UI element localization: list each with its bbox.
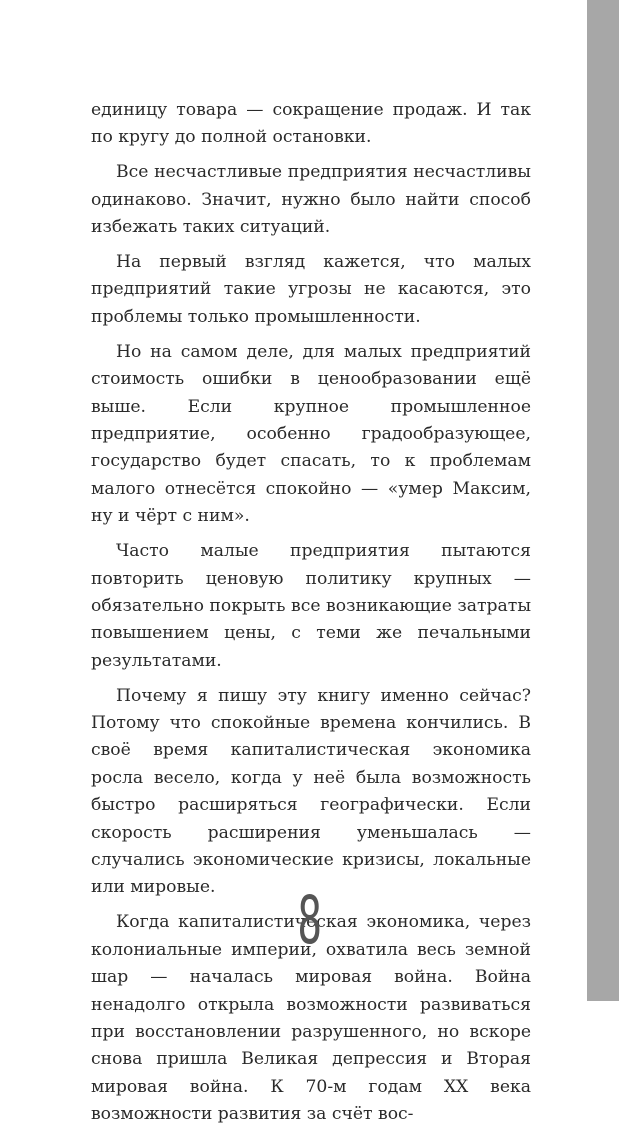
paragraph-2: Все несчастливые предприятия несчастливы одинаково. Значит, нужно было найти способ избежать таких ситуаций. [91, 162, 531, 238]
body-text [91, 97, 531, 1136]
page-edge-strip [587, 0, 619, 1001]
paragraph-4: Но на самом деле, для малых предприятий стоимость ошибки в ценообразовании ещё выше. Если крупное промышленное предприятие, особенно градообразующее, государство будет спасать, то к проблемам малого отнесётся спокойно — «умер Максим, ну и чёрт с ним». [91, 341, 531, 527]
paragraph-3: На первый взгляд кажется, что малых предприятий такие угрозы не касаются, это проблемы только промышленности. [91, 252, 531, 327]
page-number: 8 [297, 882, 323, 959]
paragraph-6: Почему я пишу эту книгу именно сейчас? Потому что спокойные времена кончились. В своё время капиталистическая экономика росла весело, когда у неё была возможность быстро расширяться географически. Если скорость расширения уменьшалась — случались экономические кризисы, локальные или мировые. [91, 685, 531, 898]
paragraph-1: единицу товара — сокращение продаж. И так по кругу до полной остановки. [91, 100, 531, 148]
paragraph-5: Часто малые предприятия пытаются повторить ценовую политику крупных — обязательно покрыть все возникающие затраты повышением цены, с теми же печальными результатами. [91, 541, 531, 671]
paragraph-7: Когда капиталистическая экономика, через колониальные империи, охватила весь земной шар — началась мировая война. Война ненадолго открыла возможности развиваться при восстановлении разрушенного, но вскоре снова пришла Великая депрессия и Вторая мировая война. К 70-м годам XX века возможности развития за счёт вос- [91, 912, 531, 1125]
